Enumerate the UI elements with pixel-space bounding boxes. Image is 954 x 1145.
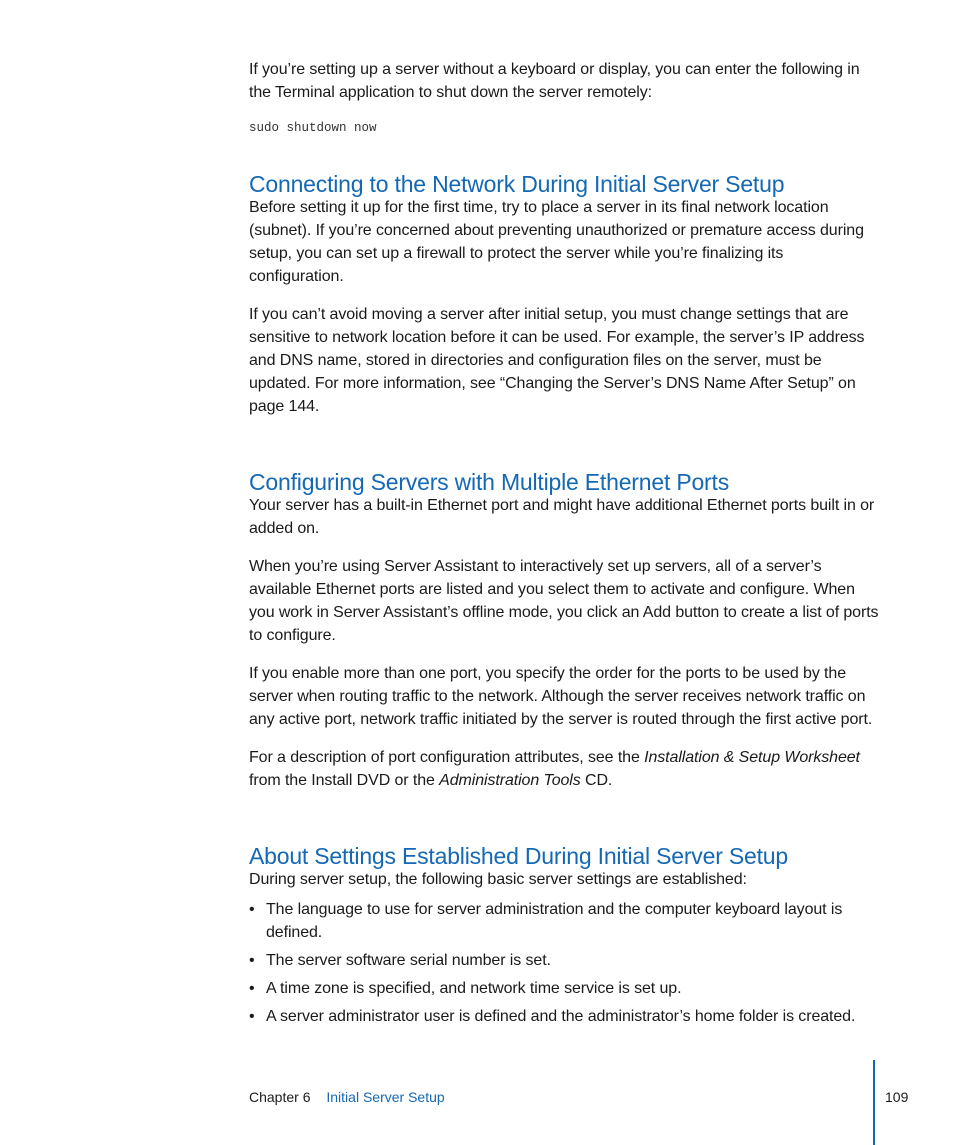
body-paragraph: When you’re using Server Assistant to interactively set up servers, all of a server’s available Ethernet ports are listed and you select them to activate and configure. When you work in Server Assistant’s offline mode, you click an Add button to create a list of ports to configure. bbox=[249, 558, 879, 644]
section-spacer bbox=[249, 433, 879, 467]
body-paragraph-with-titles bbox=[249, 746, 879, 792]
body-paragraph: If you enable more than one port, you specify the order for the ports to be used by the server when routing traffic to the network. Although the server receives network traffic on any active port, network traffic initiated by the server is routed through the first active port. bbox=[249, 665, 873, 728]
bullet-text: A time zone is specified, and network time service is set up. bbox=[266, 980, 682, 997]
page-content bbox=[249, 58, 879, 1033]
page-number: 109 bbox=[885, 1089, 909, 1105]
chapter-title: Initial Server Setup bbox=[326, 1089, 445, 1105]
body-paragraph: If you can’t avoid moving a server after initial setup, you must change settings that are sensitive to network location before it can be used. For example, the server’s IP address and DNS name, stored in directories and configuration files on the server, must be updated. For more information, see “Changing the Server’s DNS Name After Setup” on page 144. bbox=[249, 306, 865, 415]
bullet-glyph: • bbox=[249, 1008, 255, 1025]
bullet-text: A server administrator user is defined and the administrator’s home folder is created. bbox=[266, 1008, 856, 1025]
intro-paragraph: If you’re setting up a server without a keyboard or display, you can enter the following in the Terminal application to shut down the server remotely: bbox=[249, 61, 860, 101]
text-run: from the Install DVD or the bbox=[249, 772, 440, 789]
bullet-glyph: • bbox=[249, 980, 255, 997]
page-footer bbox=[249, 1088, 445, 1106]
bullet-text: The server software serial number is set. bbox=[266, 952, 551, 969]
section-spacer bbox=[249, 807, 879, 841]
bullet-glyph: • bbox=[249, 901, 255, 918]
document-title-worksheet: Installation & Setup Worksheet bbox=[644, 749, 860, 766]
section-heading-settings: About Settings Established During Initial Server Setup bbox=[249, 843, 788, 869]
body-paragraph: During server setup, the following basic server settings are established: bbox=[249, 871, 747, 888]
body-paragraph: Your server has a built-in Ethernet port and might have additional Ethernet ports built in or added on. bbox=[249, 497, 875, 537]
body-paragraph: Before setting it up for the first time, try to place a server in its final network location (subnet). If you’re concerned about preventing unauthorized or premature access during setup, you can set up a firewall to protect the server while you’re finalizing its configuration. bbox=[249, 199, 864, 285]
settings-bullet-list bbox=[249, 898, 879, 1028]
bullet-item bbox=[249, 898, 879, 944]
text-run: For a description of port configuration attributes, see the bbox=[249, 749, 645, 766]
bullet-item bbox=[249, 1005, 879, 1028]
section-heading-ethernet: Configuring Servers with Multiple Ethernet Ports bbox=[249, 469, 730, 495]
chapter-label: Chapter 6 bbox=[249, 1089, 311, 1105]
bullet-glyph: • bbox=[249, 952, 255, 969]
terminal-command: sudo shutdown now bbox=[249, 121, 377, 135]
bullet-item bbox=[249, 949, 879, 972]
text-run: CD. bbox=[580, 772, 613, 789]
page-number-rule bbox=[873, 1060, 875, 1145]
bullet-item bbox=[249, 977, 879, 1000]
bullet-text: The language to use for server administration and the computer keyboard layout is defined. bbox=[266, 901, 843, 941]
section-heading-network: Connecting to the Network During Initial Server Setup bbox=[249, 171, 785, 197]
document-title-admin-tools: Administration Tools bbox=[439, 772, 581, 789]
